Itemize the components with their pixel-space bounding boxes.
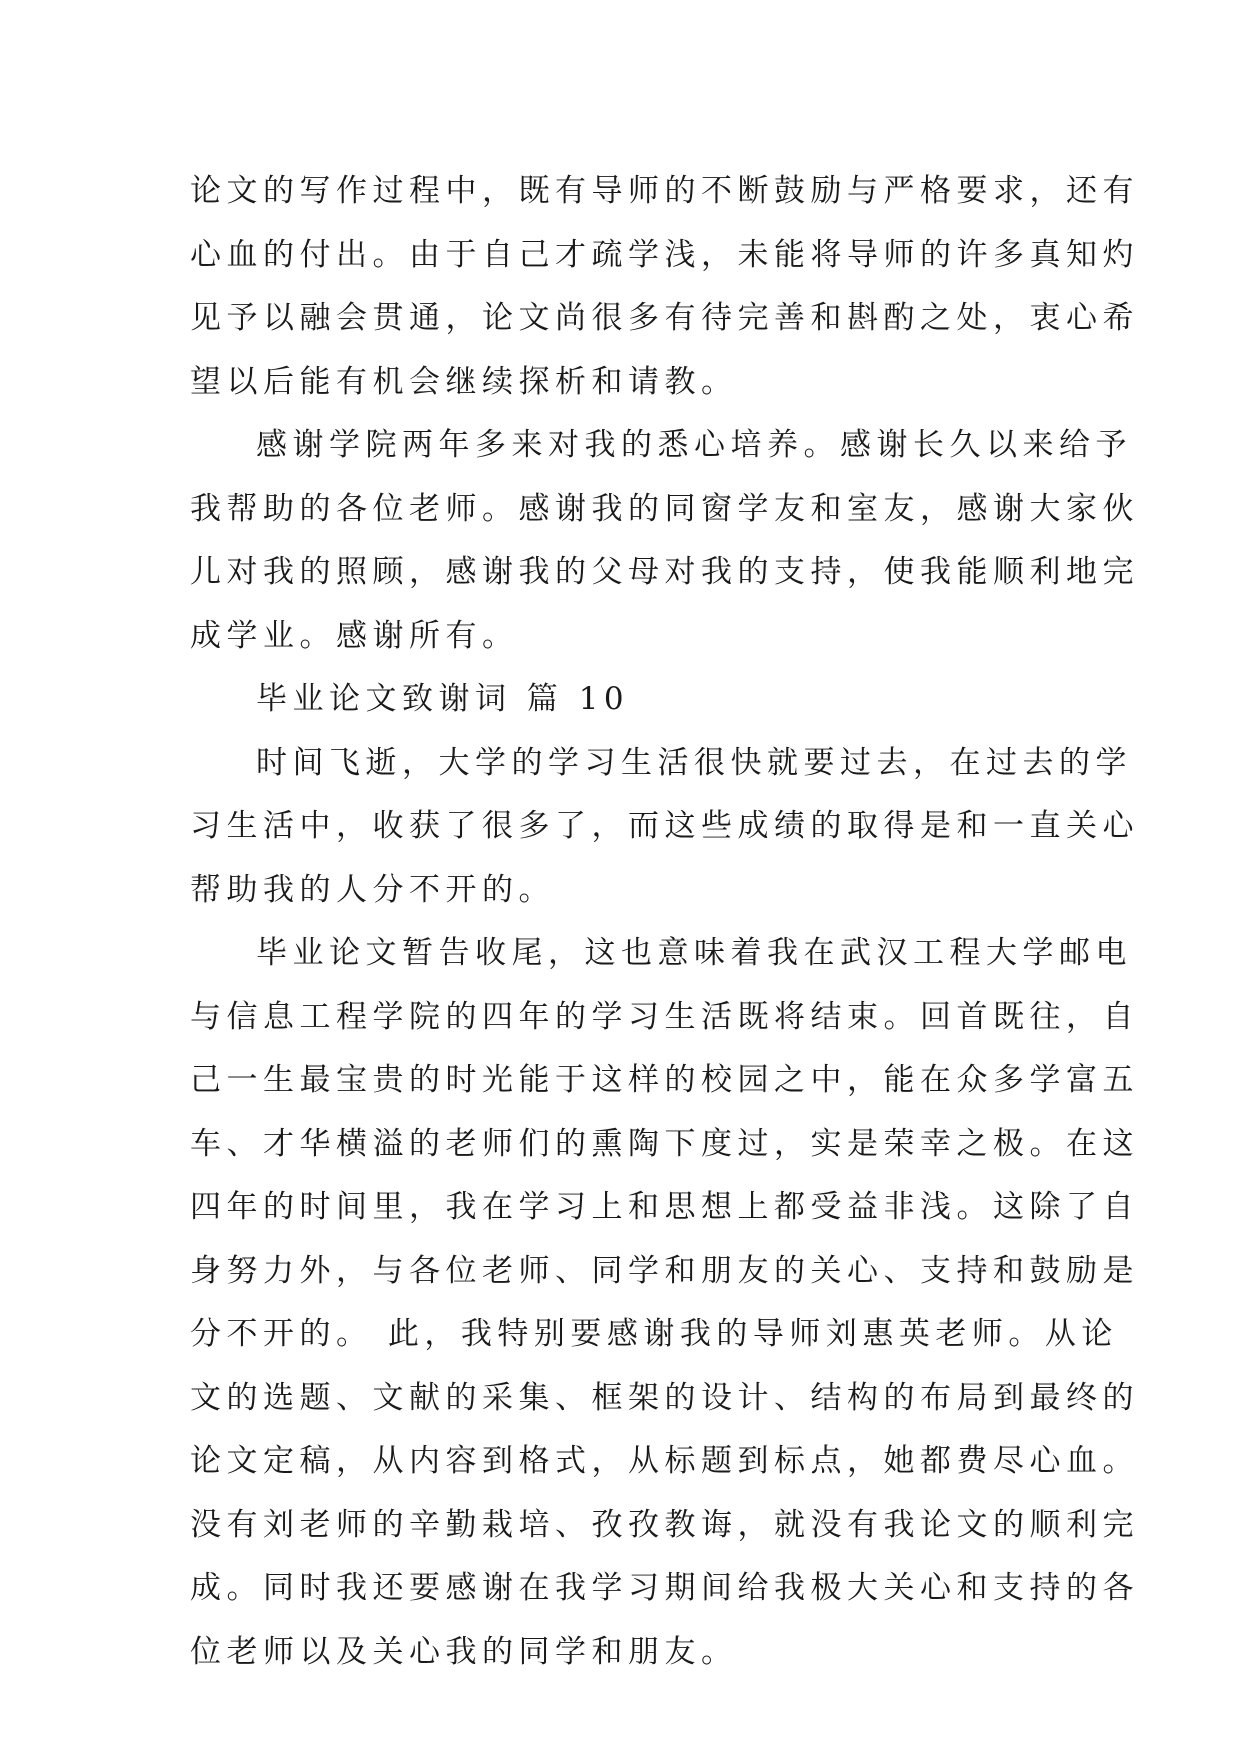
text-line: 四年的时间里，我在学习上和思想上都受益非浅。这除了自 — [190, 1189, 1139, 1225]
paragraph-3 — [190, 732, 1139, 923]
paragraph-4 — [190, 922, 1139, 1684]
text-line: 我帮助的各位老师。感谢我的同窗学友和室友，感谢大家伙 — [190, 490, 1139, 527]
text-line: 望以后能有机会继续探析和请教。 — [190, 363, 738, 400]
text-line: 身努力外，与各位老师、同学和朋友的关心、支持和鼓励是 — [190, 1252, 1139, 1289]
text-line: 儿对我的照顾，感谢我的父母对我的支持，使我能顺利地完 — [190, 554, 1139, 590]
text-line: 习生活中，收获了很多了，而这些成绩的取得是和一直关心 — [190, 808, 1139, 844]
text-line: 论文的写作过程中，既有导师的不断鼓励与严格要求，还有 — [190, 173, 1139, 209]
text-line: 见予以融会贯通，论文尚很多有待完善和斟酌之处，衷心希 — [190, 300, 1139, 336]
text-line: 心血的付出。由于自己才疏学浅，未能将导师的许多真知灼 — [190, 236, 1139, 273]
text-line: 车、才华横溢的老师们的熏陶下度过，实是荣幸之极。在这 — [190, 1125, 1139, 1162]
text-line: 成。同时我还要感谢在我学习期间给我极大关心和支持的各 — [190, 1570, 1139, 1606]
text-line: 论文定稿，从内容到格式，从标题到标点，她都费尽心血。 — [190, 1443, 1139, 1479]
document-body — [190, 160, 1139, 1684]
text-line: 帮助我的人分不开的。 — [190, 871, 555, 908]
text-line: 时间飞逝，大学的学习生活很快就要过去，在过去的学 — [256, 744, 1132, 781]
text-line: 毕业论文暂告收尾，这也意味着我在武汉工程大学邮电 — [256, 935, 1132, 971]
text-line: 与信息工程学院的四年的学习生活既将结束。回首既往，自 — [190, 998, 1139, 1035]
text-line: 分不开的。 此，我特别要感谢我的导师刘惠英老师。从论 — [190, 1316, 1118, 1352]
section-heading — [190, 668, 1050, 732]
paragraph-2 — [190, 414, 1139, 668]
text-line: 位老师以及关心我的同学和朋友。 — [190, 1633, 738, 1670]
text-line: 没有刘老师的辛勤栽培、孜孜教诲，就没有我论文的顺利完 — [190, 1506, 1139, 1543]
heading-text: 毕业论文致谢词 篇 10 — [256, 681, 630, 717]
text-line: 文的选题、文献的采集、框架的设计、结构的布局到最终的 — [190, 1379, 1139, 1416]
text-line: 己一生最宝贵的时光能于这样的校园之中，能在众多学富五 — [190, 1062, 1139, 1098]
text-line: 成学业。感谢所有。 — [190, 617, 519, 654]
paragraph-1 — [190, 160, 1139, 414]
text-line: 感谢学院两年多来对我的悉心培养。感谢长久以来给予 — [256, 427, 1132, 463]
